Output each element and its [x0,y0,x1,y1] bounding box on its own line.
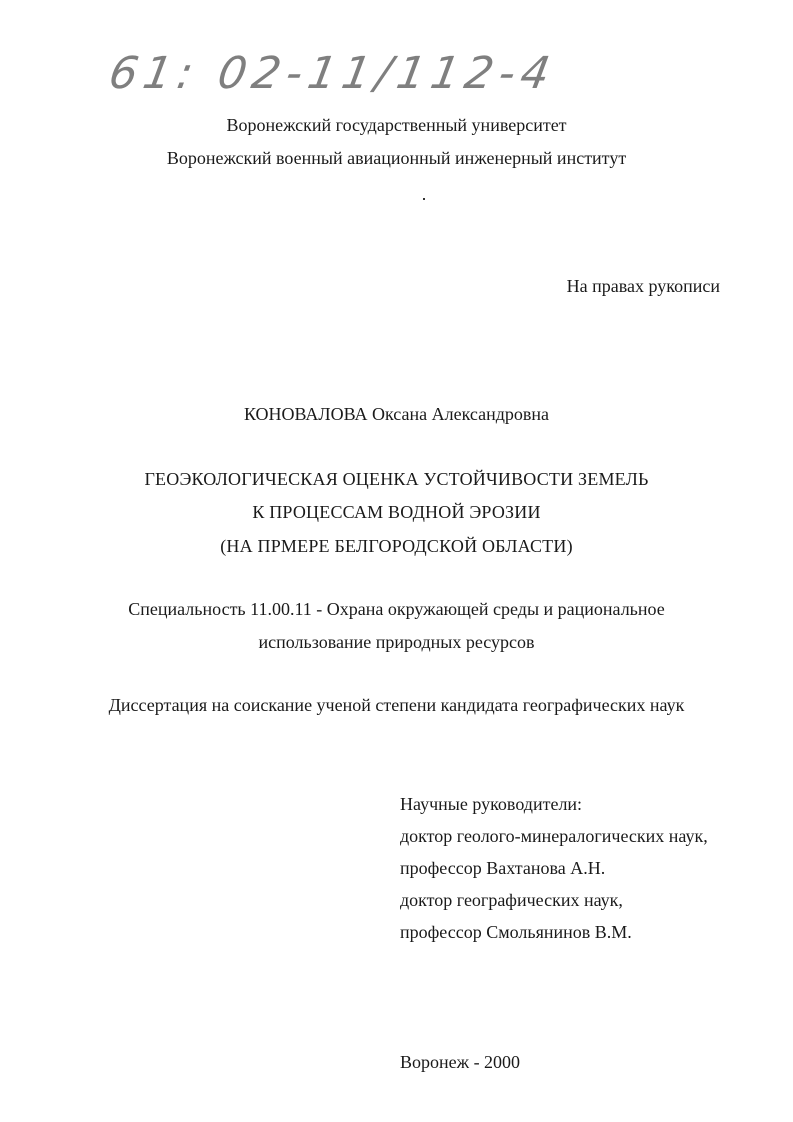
specialty-line-2: использование природных ресурсов [258,632,535,652]
advisor-2-degree: доктор географических наук, [400,890,623,910]
author-name: КОНОВАЛОВА Оксана Александровна [244,404,549,424]
thesis-title-line-3: (НА ПРМЕРЕ БЕЛГОРОДСКОЙ ОБЛАСТИ) [220,536,573,556]
city-year: Воронеж - 2000 [400,1052,521,1072]
advisor-1-name: профессор Вахтанова А.Н. [400,858,606,878]
specialty-line-1: Специальность 11.00.11 - Охрана окружающей среды и рациональное [128,599,665,619]
advisor-1-degree: доктор геолого-минералогических наук, [400,826,708,846]
institute-name: Воронежский военный авиационный инженерный институт [166,148,627,168]
manuscript-rights-note: На правах рукописи [566,276,720,296]
scan-speck [423,198,425,200]
archive-stamp-handwriting: 61: 02-11/112-4 [105,48,560,99]
thesis-title-line-1: ГЕОЭКОЛОГИЧЕСКАЯ ОЦЕНКА УСТОЙЧИВОСТИ ЗЕМЕЛЬ [144,469,649,489]
advisor-2-name: профессор Смольянинов В.М. [400,922,632,942]
thesis-title-line-2: К ПРОЦЕССАМ ВОДНОЙ ЭРОЗИИ [252,502,541,522]
university-name: Воронежский государственный университет [226,115,567,135]
advisors-heading: Научные руководители: [400,794,583,814]
dissertation-degree: Диссертация на соискание ученой степени кандидата географических наук [108,695,685,715]
